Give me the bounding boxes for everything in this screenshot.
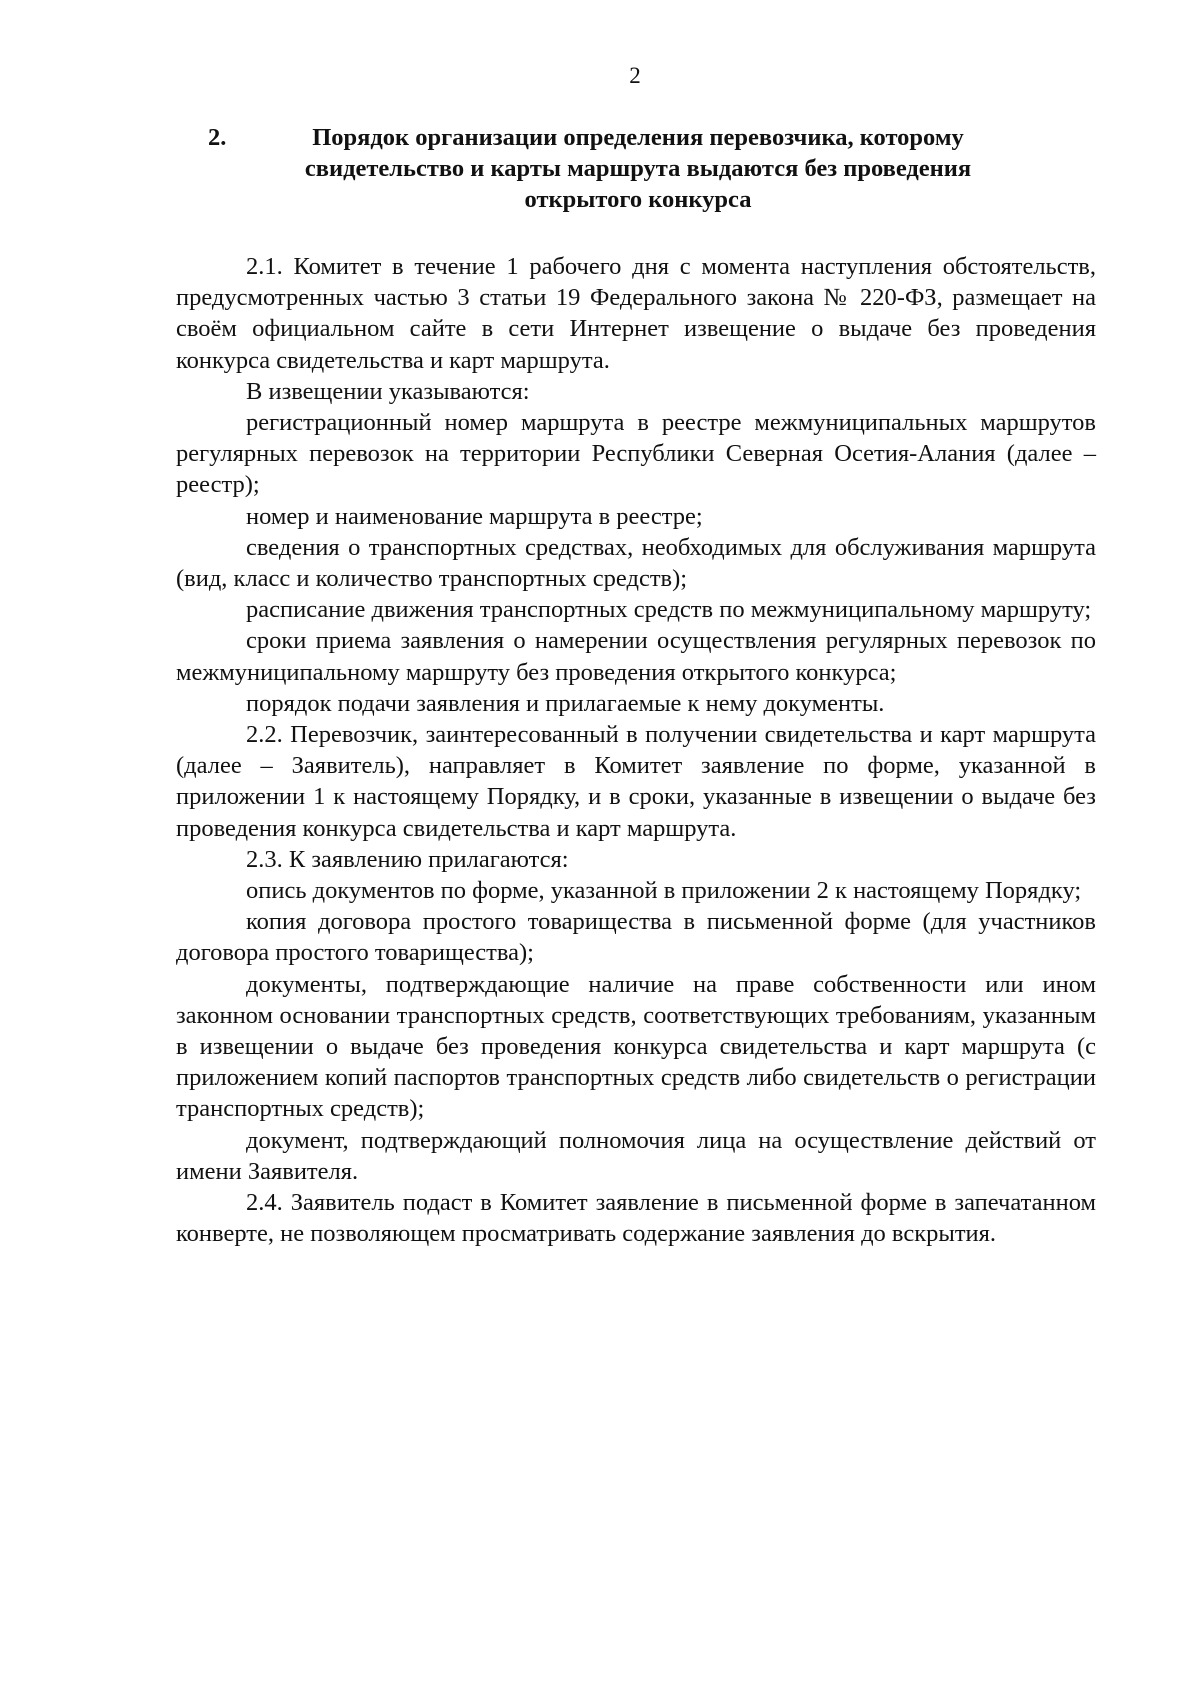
page-number: 2 bbox=[629, 63, 641, 88]
section-heading bbox=[178, 122, 1098, 215]
paragraph-notice-item: номер и наименование маршрута в реестре; bbox=[246, 502, 703, 530]
section-title-line: открытого конкурса bbox=[524, 186, 752, 213]
paragraph-notice-intro: В извещении указываются: bbox=[246, 377, 530, 405]
section-title-line: свидетельство и карты маршрута выдаются без проведения bbox=[304, 155, 972, 182]
section-title-line: Порядок организации определения перевозчика, которому bbox=[312, 124, 964, 151]
section-number: 2. bbox=[208, 124, 227, 151]
document-body bbox=[176, 251, 1096, 1250]
paragraph-attachment-item: документ, подтверждающий полномочия лица на осуществление действий от имени Заявителя. bbox=[176, 1126, 1096, 1185]
paragraph-2-3: 2.3. К заявлению прилагаются: bbox=[246, 845, 569, 873]
paragraph-notice-item: сроки приема заявления о намерении осуществления регулярных перевозок по межмуниципальному маршруту без проведения открытого конкурса; bbox=[176, 627, 1096, 686]
paragraph-2-2: 2.2. Перевозчик, заинтересованный в получении свидетельства и карт маршрута (далее – Заявитель), направляет в Комитет заявление по форме, указанной в приложении 1 к настоящему Порядку, и в сроки, указанные в извещении о выдаче без проведения конкурса свидетельства и карт маршрута. bbox=[176, 721, 1096, 842]
paragraph-2-1: 2.1. Комитет в течение 1 рабочего дня с момента наступления обстоятельств, предусмотренных частью 3 статьи 19 Федерального закона № 220-ФЗ, размещает на своём официальном сайте в сети Интернет извещение о выдаче без проведения конкурса свидетельства и карт маршрута. bbox=[176, 253, 1096, 374]
paragraph-attachment-item: документы, подтверждающие наличие на праве собственности или ином законном основании транспортных средств, соответствующих требованиям, указанным в извещении о выдаче без проведения конкурса свидетельства и карт маршрута (с приложением копий паспортов транспортных средств либо свидетельств о регистрации транспортных средств); bbox=[176, 970, 1096, 1123]
paragraph-notice-item: порядок подачи заявления и прилагаемые к нему документы. bbox=[246, 689, 885, 717]
paragraph-attachment-item: копия договора простого товарищества в письменной форме (для участников договора простого товарищества); bbox=[176, 908, 1096, 967]
paragraph-attachment-item: опись документов по форме, указанной в приложении 2 к настоящему Порядку; bbox=[246, 877, 1082, 905]
paragraph-notice-item: регистрационный номер маршрута в реестре межмуниципальных маршрутов регулярных перевозок на территории Республики Северная Осетия-Алания (далее – реестр); bbox=[176, 409, 1096, 499]
paragraph-notice-item: расписание движения транспортных средств по межмуниципальному маршруту; bbox=[246, 596, 1092, 624]
paragraph-2-4: 2.4. Заявитель подаст в Комитет заявление в письменной форме в запечатанном конверте, не позволяющем просматривать содержание заявления до вскрытия. bbox=[176, 1189, 1096, 1248]
paragraph-notice-item: сведения о транспортных средствах, необходимых для обслуживания маршрута (вид, класс и количество транспортных средств); bbox=[176, 533, 1096, 593]
